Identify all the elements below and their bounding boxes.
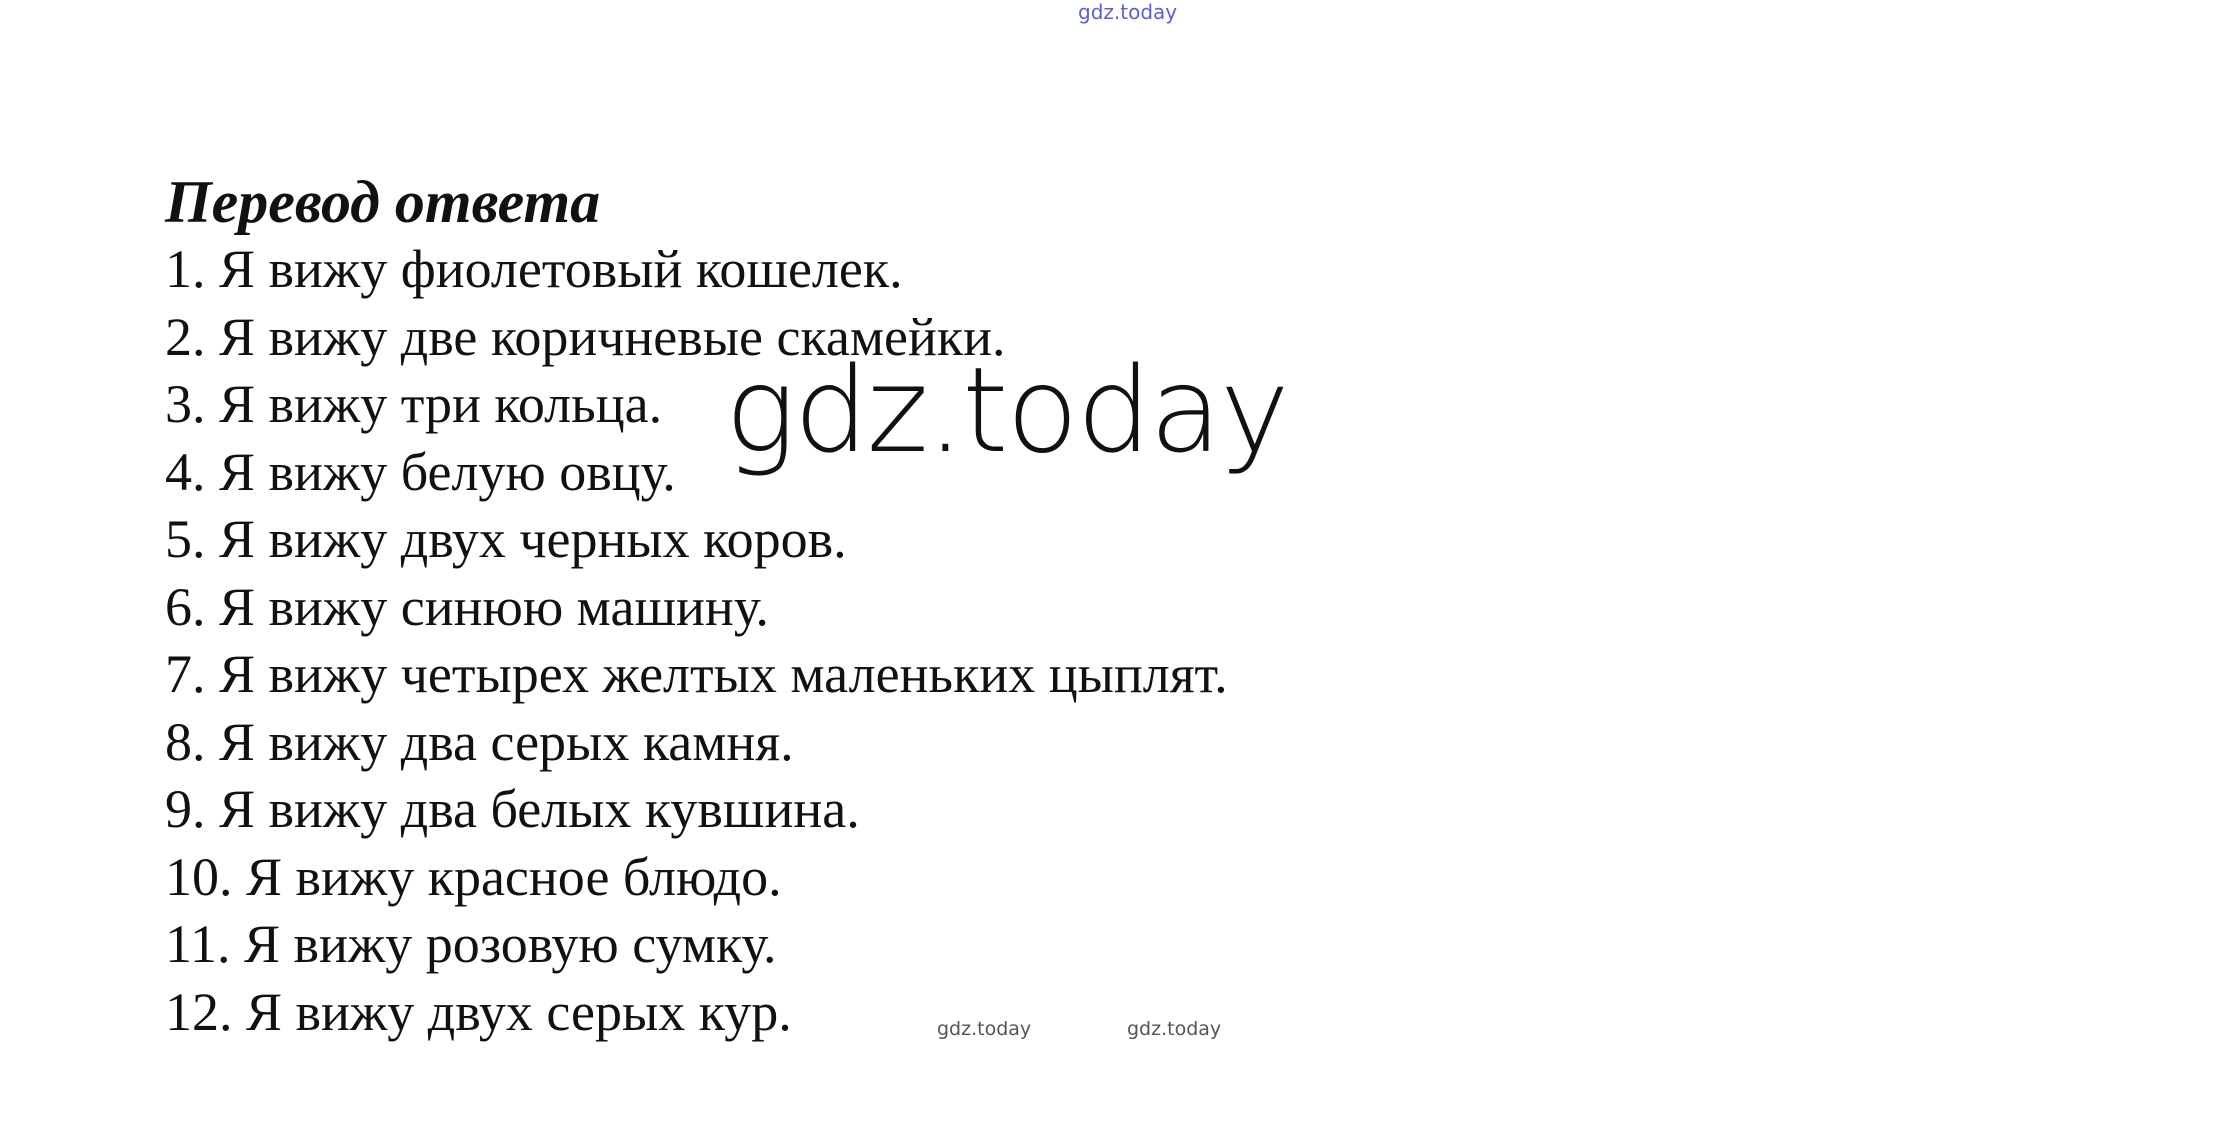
sentence-line: 12. Я вижу двух серых кур. bbox=[165, 981, 792, 1042]
sentence-line: 3. Я вижу три кольца. bbox=[165, 374, 663, 434]
sentence-line: 9. Я вижу два белых кувшина. bbox=[165, 779, 860, 839]
sentence-line: 10. Я вижу красное блюдо. bbox=[165, 846, 782, 907]
sentence-line: 5. Я вижу двух черных коров. bbox=[165, 509, 847, 569]
sentence-line: 1. Я вижу фиолетовый кошелек. bbox=[165, 239, 903, 299]
sentence-line: 6. Я вижу синюю машину. bbox=[165, 576, 769, 637]
sentence-line: 2. Я вижу две коричневые скамейки. bbox=[165, 306, 1006, 367]
watermark-bottom-2: gdz.today bbox=[1127, 1018, 1222, 1040]
document-heading: Перевод ответа bbox=[165, 169, 601, 235]
watermark-top: gdz.today bbox=[1078, 0, 1178, 24]
watermark-bottom-1: gdz.today bbox=[937, 1018, 1032, 1040]
document-body bbox=[165, 168, 1465, 1046]
watermark-center: gdz.today bbox=[725, 341, 1288, 479]
sentence-line: 8. Я вижу два серых камня. bbox=[165, 711, 794, 772]
sentence-line: 7. Я вижу четырех желтых маленьких цыплят. bbox=[165, 644, 1228, 704]
sentence-line: 4. Я вижу белую овцу. bbox=[165, 441, 676, 502]
sentence-line: 11. Я вижу розовую сумку. bbox=[165, 914, 777, 974]
